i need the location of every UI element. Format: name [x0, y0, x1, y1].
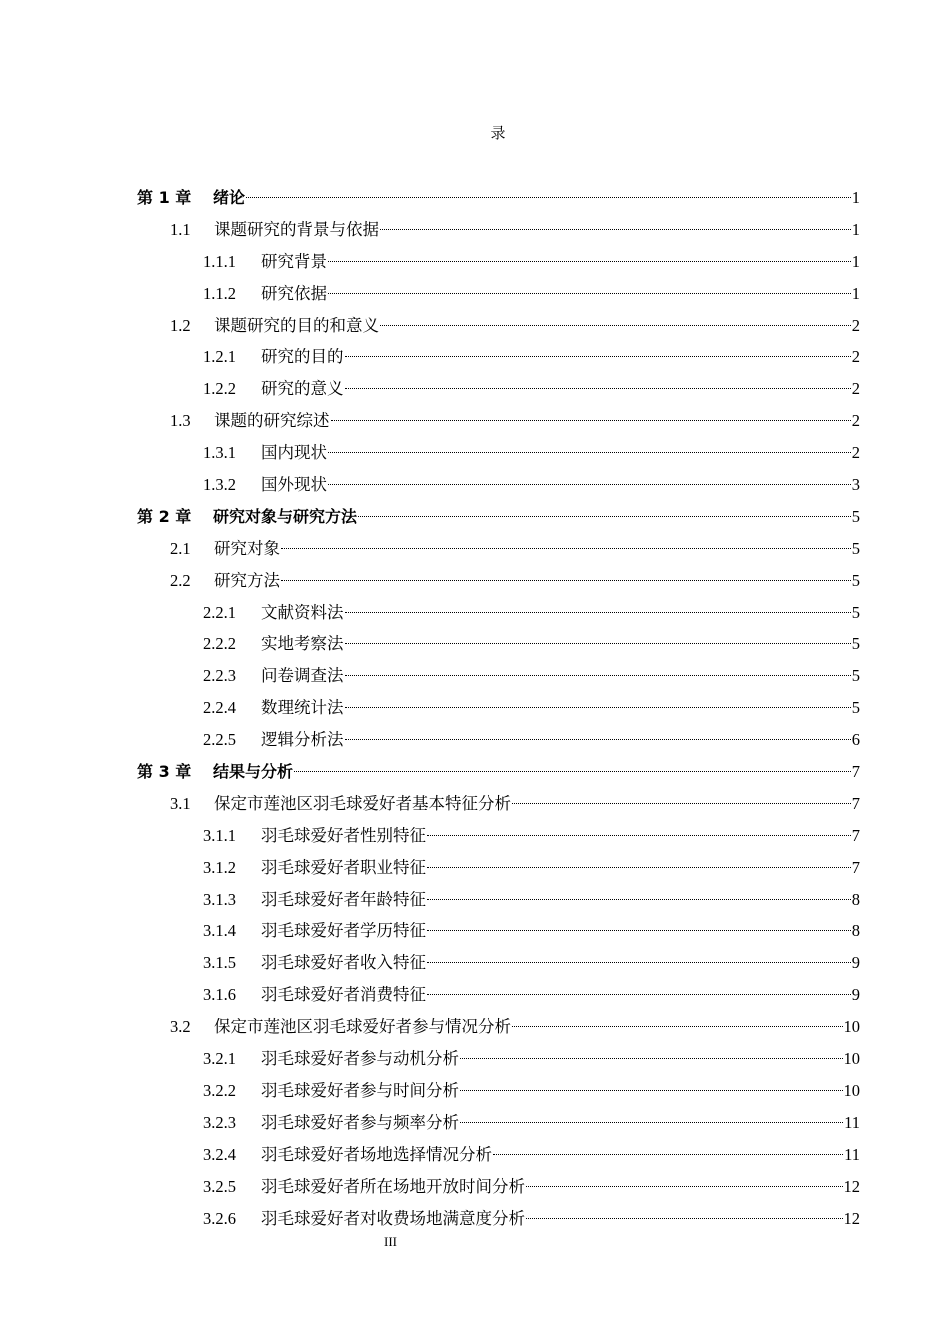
toc-entry[interactable]: [137, 756, 860, 788]
toc-entry-number: 1.1.1: [203, 251, 236, 271]
toc-entry[interactable]: [137, 1139, 860, 1171]
dot-leader: [460, 1058, 843, 1059]
toc-entry-page: 5: [851, 698, 860, 718]
toc-entry-number: 3.2.4: [203, 1144, 236, 1164]
toc-entry-title: 羽毛球爱好者参与时间分析: [261, 1080, 459, 1100]
toc-entry-number: 3.2.6: [203, 1208, 236, 1228]
toc-entry-title: 文献资料法: [261, 602, 344, 622]
toc-entry[interactable]: [137, 310, 860, 342]
toc-entry-title: 羽毛球爱好者收入特征: [261, 953, 426, 973]
toc-entry[interactable]: [137, 660, 860, 692]
toc-entry-number: 2.2.5: [203, 730, 236, 750]
dot-leader: [345, 643, 851, 644]
dot-leader: [380, 325, 851, 326]
toc-entry[interactable]: [137, 1107, 860, 1139]
toc-entry[interactable]: [137, 214, 860, 246]
toc-entry-number: 3.1.6: [203, 985, 236, 1005]
toc-entry-number: 第 3 章: [137, 762, 192, 782]
toc-entry[interactable]: [137, 692, 860, 724]
toc-entry-page: 3: [851, 475, 860, 495]
dot-leader: [294, 771, 851, 772]
toc-entry[interactable]: [137, 1043, 860, 1075]
toc-entry[interactable]: [137, 533, 860, 565]
toc-entry-page: 5: [851, 538, 860, 558]
dot-leader: [345, 612, 851, 613]
toc-entry-number: 3.2.5: [203, 1176, 236, 1196]
toc-entry-number: 1.2.2: [203, 379, 236, 399]
toc-entry-page: 5: [851, 666, 860, 686]
toc-entry-page: 5: [851, 634, 860, 654]
toc-entry[interactable]: [137, 788, 860, 820]
dot-leader: [328, 293, 851, 294]
toc-entry-page: 1: [851, 219, 860, 239]
dot-leader: [427, 835, 851, 836]
toc-entry[interactable]: [137, 947, 860, 979]
toc-entry[interactable]: [137, 437, 860, 469]
toc-entry-number: 3.2.2: [203, 1080, 236, 1100]
toc-entry[interactable]: [137, 915, 860, 947]
toc-entry-number: 3.1.2: [203, 857, 236, 877]
toc-entry-number: 2.2: [170, 570, 191, 590]
toc-entry[interactable]: [137, 373, 860, 405]
dot-leader: [526, 1186, 843, 1187]
toc-entry-page: 9: [851, 985, 860, 1005]
toc-entry-page: 5: [851, 506, 860, 526]
toc-entry-title: 保定市莲池区羽毛球爱好者参与情况分析: [214, 1017, 511, 1037]
toc-entry[interactable]: [137, 501, 860, 533]
toc-entry-page: 2: [851, 411, 860, 431]
toc-entry-title: 保定市莲池区羽毛球爱好者基本特征分析: [214, 793, 511, 813]
toc-entry-title: 国内现状: [261, 443, 327, 463]
toc-entry-number: 1.1.2: [203, 283, 236, 303]
toc-entry-page: 2: [851, 379, 860, 399]
toc-entry-title: 羽毛球爱好者场地选择情况分析: [261, 1144, 492, 1164]
toc-entry[interactable]: [137, 1203, 860, 1235]
toc-entry-title: 绪论: [213, 188, 246, 207]
toc-entry-page: 9: [851, 953, 860, 973]
toc-entry-title: 羽毛球爱好者性别特征: [261, 825, 426, 845]
toc-entry-page: 6: [851, 730, 860, 750]
toc-entry-number: 1.3: [170, 411, 191, 431]
toc-entry[interactable]: [137, 597, 860, 629]
toc-entry-page: 12: [843, 1208, 860, 1228]
toc-entry[interactable]: [137, 724, 860, 756]
dot-leader: [427, 962, 851, 963]
toc-entry-number: 3.1.4: [203, 921, 236, 941]
toc-entry-number: 1.2: [170, 315, 191, 335]
toc-entry[interactable]: [137, 1075, 860, 1107]
dot-leader: [427, 994, 851, 995]
dot-leader: [460, 1090, 843, 1091]
toc-entry-title: 研究依据: [261, 283, 327, 303]
toc-entry-title: 实地考察法: [261, 634, 344, 654]
dot-leader: [345, 675, 851, 676]
toc-entry[interactable]: [137, 469, 860, 501]
toc-entry-title: 羽毛球爱好者学历特征: [261, 921, 426, 941]
toc-entry-page: 2: [851, 347, 860, 367]
dot-leader: [345, 356, 851, 357]
page-number: III: [384, 1234, 397, 1249]
toc-entry-number: 第 1 章: [137, 188, 192, 207]
toc-entry-title: 课题研究的背景与依据: [214, 219, 379, 239]
toc-entry-page: 7: [851, 857, 860, 877]
dot-leader: [328, 452, 851, 453]
toc-entry[interactable]: [137, 979, 860, 1011]
dot-leader: [345, 388, 851, 389]
toc-entry[interactable]: [137, 628, 860, 660]
dot-leader: [427, 867, 851, 868]
toc-entry-title: 研究的目的: [261, 347, 344, 367]
toc-entry-page: 2: [851, 315, 860, 335]
toc-entry-number: 1.1: [170, 219, 191, 239]
dot-leader: [358, 516, 851, 517]
toc-entry-number: 3.1.1: [203, 825, 236, 845]
toc-entry-number: 2.2.3: [203, 666, 236, 686]
dot-leader: [427, 930, 851, 931]
toc-entry-title: 研究对象: [214, 538, 280, 558]
toc-entry-title: 研究背景: [261, 251, 327, 271]
toc-entry-page: 2: [851, 443, 860, 463]
toc-entry[interactable]: [137, 278, 860, 310]
toc-entry-page: 1: [851, 283, 860, 303]
toc-entry-number: 3.2.3: [203, 1112, 236, 1132]
toc-entry-title: 课题的研究综述: [214, 411, 330, 431]
toc-entry-page: 7: [851, 762, 860, 782]
dot-leader: [512, 1026, 843, 1027]
toc-entry-page: 5: [851, 602, 860, 622]
toc-entry[interactable]: [137, 565, 860, 597]
toc-entry-page: 10: [843, 1049, 860, 1069]
toc-entry-number: 1.3.2: [203, 475, 236, 495]
toc-entry-page: 1: [851, 251, 860, 271]
toc-entry[interactable]: [137, 246, 860, 278]
toc-entry-page: 10: [843, 1017, 860, 1037]
toc-entry-page: 8: [851, 921, 860, 941]
toc-entry-number: 3.2.1: [203, 1049, 236, 1069]
toc-entry-title: 羽毛球爱好者年龄特征: [261, 889, 426, 909]
toc-entry-page: 7: [851, 793, 860, 813]
toc-entry-number: 1.3.1: [203, 443, 236, 463]
toc-entry[interactable]: [137, 852, 860, 884]
toc-entry[interactable]: [137, 1011, 860, 1043]
toc-entry-number: 第 2 章: [137, 506, 192, 526]
toc-entry[interactable]: [137, 820, 860, 852]
toc-entry-title: 羽毛球爱好者参与动机分析: [261, 1049, 459, 1069]
toc-entry-title: 羽毛球爱好者消费特征: [261, 985, 426, 1005]
toc-entry[interactable]: [137, 182, 860, 214]
toc-entry[interactable]: [137, 1171, 860, 1203]
dot-leader: [328, 261, 851, 262]
toc-entry-title: 课题研究的目的和意义: [214, 315, 379, 335]
toc-entry-number: 2.2.1: [203, 602, 236, 622]
toc-entry-title: 羽毛球爱好者职业特征: [261, 857, 426, 877]
dot-leader: [345, 739, 851, 740]
toc-entry-title: 研究对象与研究方法: [213, 506, 358, 526]
toc-entry-number: 1.2.1: [203, 347, 236, 367]
dot-leader: [512, 803, 851, 804]
toc-entry-page: 12: [843, 1176, 860, 1196]
toc-entry-page: 11: [844, 1112, 860, 1132]
dot-leader: [328, 484, 851, 485]
toc-entry[interactable]: [137, 341, 860, 373]
dot-leader: [427, 899, 851, 900]
dot-leader: [460, 1122, 843, 1123]
toc-entry-title: 国外现状: [261, 475, 327, 495]
toc-entry-page: 7: [851, 825, 860, 845]
toc-entry-title: 羽毛球爱好者对收费场地满意度分析: [261, 1208, 525, 1228]
toc-entry-page: 10: [843, 1080, 860, 1100]
dot-leader: [246, 197, 851, 198]
page-title: 录: [490, 124, 506, 142]
toc-entry-number: 2.2.4: [203, 698, 236, 718]
toc-entry[interactable]: [137, 884, 860, 916]
toc-entry-page: 11: [844, 1144, 860, 1164]
toc-entry-title: 逻辑分析法: [261, 730, 344, 750]
toc-entry[interactable]: [137, 405, 860, 437]
dot-leader: [281, 548, 851, 549]
dot-leader: [380, 229, 851, 230]
toc-entry-title: 问卷调查法: [261, 666, 344, 686]
toc-entry-number: 2.2.2: [203, 634, 236, 654]
toc-entry-title: 羽毛球爱好者所在场地开放时间分析: [261, 1176, 525, 1196]
toc-entry-number: 3.1: [170, 793, 191, 813]
dot-leader: [345, 707, 851, 708]
dot-leader: [493, 1154, 843, 1155]
toc-entry-number: 3.2: [170, 1017, 191, 1037]
toc-entry-page: 1: [851, 188, 860, 207]
dot-leader: [331, 420, 851, 421]
toc-entry-number: 3.1.3: [203, 889, 236, 909]
toc-entry-title: 数理统计法: [261, 698, 344, 718]
toc-entry-title: 结果与分析: [213, 762, 294, 782]
toc-entry-page: 5: [851, 570, 860, 590]
dot-leader: [526, 1218, 843, 1219]
table-of-contents: [137, 182, 860, 1234]
toc-entry-title: 研究方法: [214, 570, 280, 590]
dot-leader: [281, 580, 851, 581]
toc-entry-title: 羽毛球爱好者参与频率分析: [261, 1112, 459, 1132]
toc-entry-number: 2.1: [170, 538, 191, 558]
toc-entry-page: 8: [851, 889, 860, 909]
toc-entry-number: 3.1.5: [203, 953, 236, 973]
toc-entry-title: 研究的意义: [261, 379, 344, 399]
